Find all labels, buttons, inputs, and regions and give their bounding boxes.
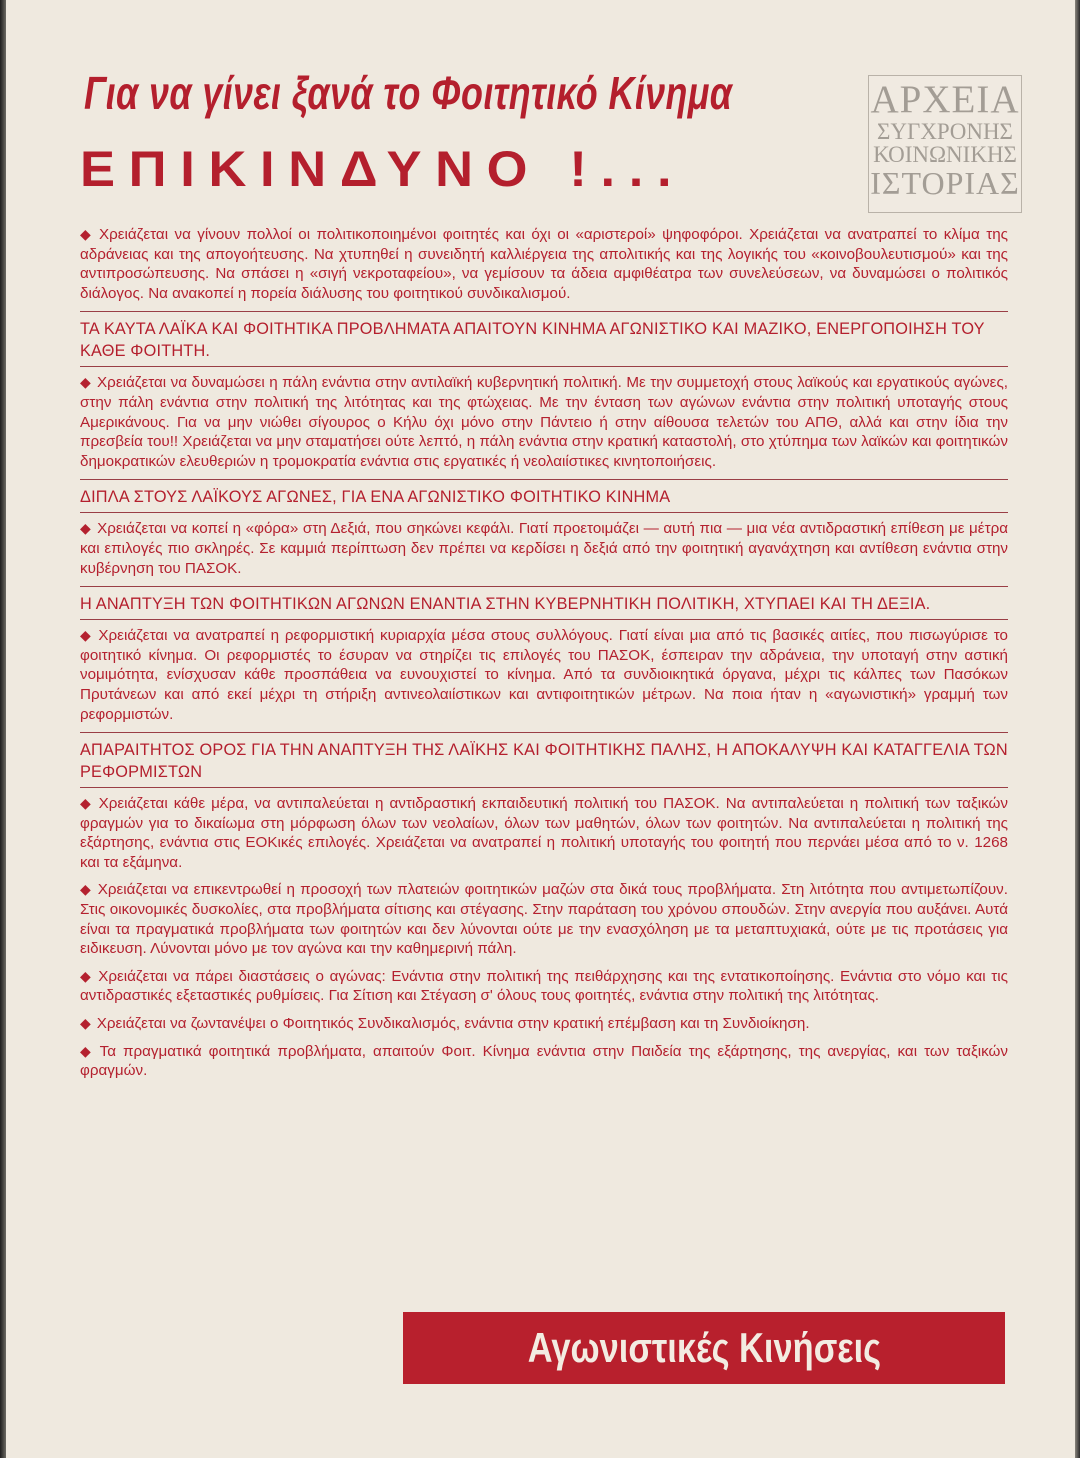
section-heading-2: ΔΙΠΛΑ ΣΤΟΥΣ ΛΑΪΚΟΥΣ ΑΓΩΝΕΣ, ΓΙΑ ΕΝΑ ΑΓΩΝΙΣΤΙΚΟ ΦΟΙΤΗΤΙΚΟ ΚΙΝΗΜΑ	[80, 488, 671, 507]
paragraph-5-text: Χρειάζεται κάθε μέρα, να αντιπαλεύεται η αντιδραστική εκπαιδευτική πολιτική του ΠΑΣΟΚ. Να αντιπαλεύεται η πολιτική των ταξικών φραγμών για το δικαίωμα στη μόρφωση όλων των νεολαίων, όλων των μαθητών, όλων των φοιτητών. Να αντιπαλεύεται η πολιτική της εξάρτησης, ενάντια στις ΕΟΚικές επιλογές. Χρειάζεται να ανατραπεί η πολιτική υποταγής του φοιτητή που περνάει μέσα από το ν. 1268 και τα εξάμηνα.	[80, 795, 1008, 871]
section-heading-3: Η ΑΝΑΠΤΥΞΗ ΤΩΝ ΦΟΙΤΗΤΙΚΩΝ ΑΓΩΝΩΝ ΕΝΑΝΤΙΑ ΣΤΗΝ ΚΥΒΕΡΝΗΤΙΚΗ ΠΟΛΙΤΙΚΗ, ΧΤΥΠΑΕΙ ΚΑΙ ΤΗ ΔΕΞΙΑ.	[80, 595, 931, 614]
paragraph-7-text: Χρειάζεται να πάρει διαστάσεις ο αγώνας: Ενάντια στην πολιτική της πειθάρχησης και της εντατικοποίησης. Ενάντια στο νόμο και τις αντιδραστικές εξεταστικές ρυθμίσεις. Για Σίτιση και Στέγαση σ' όλους τους φοιτητές, ενάντια στην πολιτική της λιτότητας.	[80, 967, 1008, 1005]
archive-stamp-logo	[868, 75, 1022, 213]
diamond-bullet-icon: ◆	[80, 1015, 91, 1032]
scan-edge-right	[1075, 0, 1080, 1458]
diamond-bullet-icon: ◆	[80, 967, 93, 984]
diamond-bullet-icon: ◆	[80, 226, 93, 242]
headline-line-1: Για να γίνει ξανά το Φοιτητικό Κίνημα	[84, 67, 733, 119]
stamp-line-4: ΙΣΤΟΡΙΑΣ	[870, 165, 1020, 201]
divider	[80, 479, 1008, 480]
divider	[80, 366, 1008, 367]
paragraph-1	[80, 225, 1008, 303]
divider	[80, 586, 1008, 587]
divider	[80, 732, 1008, 733]
paragraph-6-text: Χρειάζεται να επικεντρωθεί η προσοχή των πλατειών φοιτητικών μαζών στα δικά τους προβλήματα. Στη λιτότητα που αντιμετωπίζουν. Στις οικονομικές δυσκολίες, στα προβλήματα σίτισης και στέγασης. Στην παράταση του χρόνου σπουδών. Στην ανεργία που αυξάνει. Αυτά είναι τα πραγματικά προβλήματα των φοιτητών και δεν λύνονται ούτε με την ενασχόληση με τα μεταπτυχιακά, ούτε με τις προτάσεις για ειδικευση. Λύνονται μόνο με τον αγώνα και την καθημερινή πάλη.	[80, 881, 1008, 958]
diamond-bullet-icon: ◆	[80, 881, 92, 898]
diamond-bullet-icon: ◆	[80, 520, 92, 537]
diamond-bullet-icon: ◆	[80, 374, 92, 391]
paragraph-4-text: Χρειάζεται να ανατραπεί η ρεφορμιστική κυριαρχία μέσα στους συλλόγους. Γιατί είναι μια από τις βασικές αιτίες, που πισωγύρισε το φοιτητικό κίνημα. Οι ρεφορμιστές το έσυραν να στηρίζει τις επιλογές του ΠΑΣΟΚ, έσπειραν την αδράνεια, την υποταγή στην αστική νομιμότητα, ενίσχυσαν κάθε προσπάθεια να ευνουχιστεί το κίνημα. Από τα συνδιοικητικά όργανα, μέχρι τις κάλπες των Πασόκων Πρυτάνεων και από εκεί μέχρι τη στήριξη αντινεολαιίστικων και αντιφοιτητικών μέτρων. Να ποια ήταν η «αγωνιστική» γραμμή των ρεφορμιστών.	[80, 627, 1008, 723]
signature-banner	[403, 1312, 1005, 1384]
paragraph-8-text: Χρειάζεται να ζωντανέψει ο Φοιτητικός Συνδικαλισμός, ενάντια στην κρατική επέμβαση και τη Συνδιοίκηση.	[96, 1015, 810, 1033]
paragraph-6	[80, 880, 1008, 958]
paragraph-2-text: Χρειάζεται να δυναμώσει η πάλη ενάντια στην αντιλαϊκή κυβερνητική πολιτική. Με την συμμετοχή στους λαϊκούς και εργατικούς αγώνες, στην πάλη ενάντια στην πολιτική της λιτότητας και της φτώχειας. Με την ένταση των αγώνων ενάντια στην πολιτική υποταγής στους Αμερικάνους. Για να μην νιώθει σίγουρος ο Κήλυ όχι μόνο στην Πάντειο ή στην αίθουσα τελετών του ΑΠΘ, αλλά και στην ίδια την πρεσβεία του!! Χρειάζεται να μην σταματήσει ούτε λεπτό, η πάλη ενάντια στην κρατική καταστολή, στο χτύπημα των λαϊκών και φοιτητικών δημοκρατικών ελευθεριών η τρομοκρατία ενάντια στις εργατικές ή νεολαιίστικες κινητοποιήσεις.	[80, 374, 1008, 470]
divider	[80, 311, 1008, 312]
paragraph-9	[80, 1042, 1008, 1081]
section-heading-4: ΑΠΑΡΑΙΤΗΤΟΣ ΟΡΟΣ ΓΙΑ ΤΗΝ ΑΝΑΠΤΥΞΗ ΤΗΣ ΛΑΪΚΗΣ ΚΑΙ ΦΟΙΤΗΤΙΚΗΣ ΠΑΛΗΣ, Η ΑΠΟΚΑΛΥΨΗ ΚΑΙ ΚΑΤΑΓΓΕΛΙΑ ΤΩΝ ΡΕΦΟΡΜΙΣΤΩΝ	[80, 741, 1008, 782]
paragraph-5	[80, 794, 1008, 872]
divider	[80, 787, 1008, 788]
stamp-line-2: ΣΥΓΧΡΟΝΗΣ	[877, 119, 1013, 144]
paragraph-3-text: Χρειάζεται να κοπεί η «φόρα» στη Δεξιά, που σηκώνει κεφάλι. Γιατί προετοιμάζει — αυτή πια — μια νέα αντιδραστική επίθεση με μέτρα και επιλογές πιο σκληρές. Σε καμμιά περίπτωση δεν πρέπει να κερδίσει η δεξιά από την φοιτητική αγανάχτηση και αντίθεση ενάντια στην κυβέρνηση του ΠΑΣΟΚ.	[80, 520, 1008, 577]
divider	[80, 512, 1008, 513]
paragraph-7	[80, 967, 1008, 1006]
scan-edge-left	[0, 0, 6, 1458]
paragraph-8	[80, 1014, 1008, 1034]
paragraph-4	[80, 626, 1008, 724]
signature-text: Αγωνιστικές Κινήσεις	[527, 1324, 881, 1371]
diamond-bullet-icon: ◆	[80, 627, 93, 644]
divider	[80, 619, 1008, 620]
diamond-bullet-icon: ◆	[80, 795, 93, 812]
paragraph-3	[80, 519, 1008, 578]
paragraph-1-text: Χρειάζεται να γίνουν πολλοί οι πολιτικοποιημένοι φοιτητές και όχι οι «αριστεροί» ψηφοφόροι. Χρειάζεται να ανατραπεί το κλίμα της αδράνειας και της απογοήτευσης. Να χτυπηθεί η συνειδητή καλλιέργεια της απολιτικής και της λογικής του «κοινοβουλευτισμού» και της αντιπροσώπευσης. Να σπάσει η «σιγή νεκροταφείου», να γεμίσουν τα άδεια αμφιθέατρα των συνελεύσεων, να δυναμώσει ο πολιτικός διάλογος. Να ανακοπεί η πορεία διάλυσης του φοιτητικού συνδικαλισμού.	[80, 226, 1008, 302]
stamp-line-3: ΚΟΙΝΩΝΙΚΗΣ	[873, 142, 1017, 167]
headline-line-2: ΕΠΙΚΙΝΔΥΝΟ !...	[80, 141, 686, 197]
section-heading-1: ΤΑ ΚΑΥΤΑ ΛΑΪΚΑ ΚΑΙ ΦΟΙΤΗΤΙΚΑ ΠΡΟΒΛΗΜΑΤΑ ΑΠΑΙΤΟΥΝ ΚΙΝΗΜΑ ΑΓΩΝΙΣΤΙΚΟ ΚΑΙ ΜΑΖΙΚΟ, ΕΝΕΡΓΟΠΟΙΗΣΗ ΤΟΥ ΚΑΘΕ ΦΟΙΤΗΤΗ.	[80, 320, 985, 361]
stamp-line-1: ΑΡΧΕΙΑ	[870, 78, 1020, 121]
paragraph-9-text: Τα πραγματικά φοιτητικά προβλήματα, απαιτούν Φοιτ. Κίνημα ενάντια στην Παιδεία της εξάρτησης, της ανεργίας, και των ταξικών φραγμών.	[80, 1042, 1008, 1080]
diamond-bullet-icon: ◆	[80, 1042, 94, 1059]
leaflet-body	[80, 225, 1008, 1089]
paragraph-2	[80, 373, 1008, 471]
